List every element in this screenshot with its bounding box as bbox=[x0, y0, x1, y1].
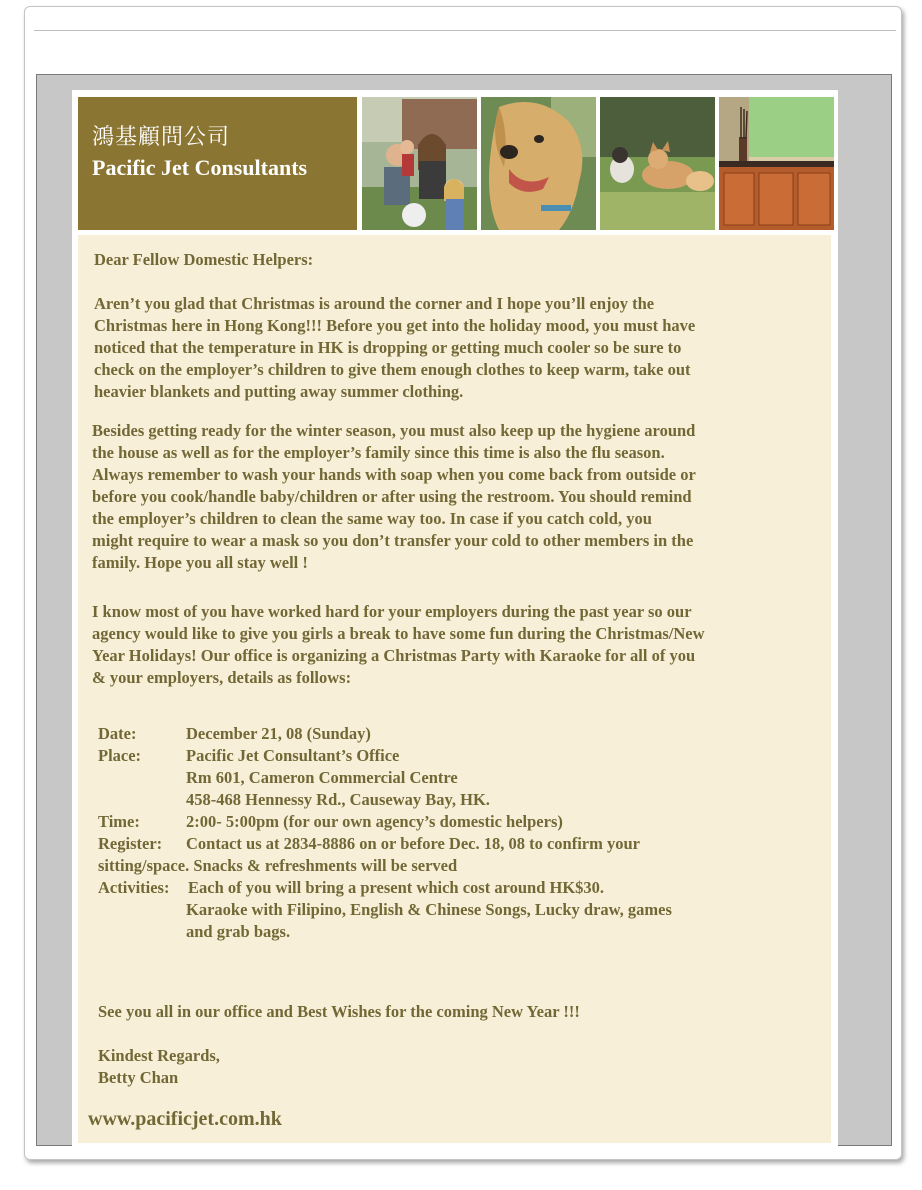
family-photo bbox=[362, 97, 477, 230]
activities-line-3: and grab bags. bbox=[186, 922, 291, 941]
register-label: Register: bbox=[98, 834, 163, 853]
signature-name: Betty Chan bbox=[98, 1068, 179, 1087]
activities-line-1: Each of you will bring a present which cost around HK$30. bbox=[188, 878, 605, 897]
company-chinese-name: 鴻基顧問公司 bbox=[92, 125, 231, 150]
website-link[interactable]: www.pacificjet.com.hk bbox=[88, 1108, 282, 1130]
paragraph-christmas-intro: Aren’t you glad that Christmas is around the corner and I hope you’ll enjoy the Christmas here in Hong Kong!!! Before you get into the holiday mood, you must have noticed that the temperature in HK is dropping or getting much cooler so be sure to check on the employer’s children to give them enough clothes to keep warm, take out heavier blankets and putting away summer clothing. bbox=[94, 294, 696, 401]
activities-label: Activities: bbox=[98, 878, 170, 897]
place-line-3: 458-468 Hennessy Rd., Causeway Bay, HK. bbox=[186, 790, 490, 809]
date-value: December 21, 08 (Sunday) bbox=[186, 724, 371, 743]
place-line-1: Pacific Jet Consultant’s Office bbox=[186, 746, 400, 765]
kitchen-photo bbox=[719, 97, 834, 230]
register-line-1: Contact us at 2834-8886 on or before Dec. 18, 08 to confirm your bbox=[186, 834, 640, 853]
place-line-2: Rm 601, Cameron Commercial Centre bbox=[186, 768, 458, 787]
dog-photo bbox=[481, 97, 596, 230]
kittens-photo bbox=[600, 97, 715, 230]
register-line-2: sitting/space. Snacks & refreshments will be served bbox=[98, 856, 458, 875]
paragraph-hygiene: Besides getting ready for the winter season, you must also keep up the hygiene around the house as well as for the employer’s family since this time is also the flu season. Always remember to wash your hands with soap when you come back from outside or before you cook/handle baby/children or after using the restroom. You should remind the employer’s children to clean the same way too. In case if you catch cold, you might require to wear a mask so you don’t transfer your cold to other members in the family. Hope you all stay well ! bbox=[92, 421, 696, 572]
closing-wishes: See you all in our office and Best Wishes for the coming New Year !!! bbox=[98, 1002, 580, 1021]
company-english-name: Pacific Jet Consultants bbox=[92, 155, 308, 180]
date-label: Date: bbox=[98, 724, 137, 743]
activities-line-2: Karaoke with Filipino, English & Chinese Songs, Lucky draw, games bbox=[186, 900, 672, 919]
time-value: 2:00- 5:00pm (for our own agency’s domestic helpers) bbox=[186, 812, 563, 831]
time-label: Time: bbox=[98, 812, 140, 831]
paragraph-party-invite: I know most of you have worked hard for your employers during the past year so our agency would like to give you girls a break to have some fun during the Christmas/New Year Holidays! Our office is organizing a Christmas Party with Karaoke for all of you & your employers, details as follows: bbox=[92, 602, 705, 687]
letter-greeting: Dear Fellow Domestic Helpers: bbox=[94, 250, 314, 269]
header-divider bbox=[34, 30, 896, 31]
regards-line: Kindest Regards, bbox=[98, 1046, 220, 1065]
place-label: Place: bbox=[98, 746, 142, 765]
